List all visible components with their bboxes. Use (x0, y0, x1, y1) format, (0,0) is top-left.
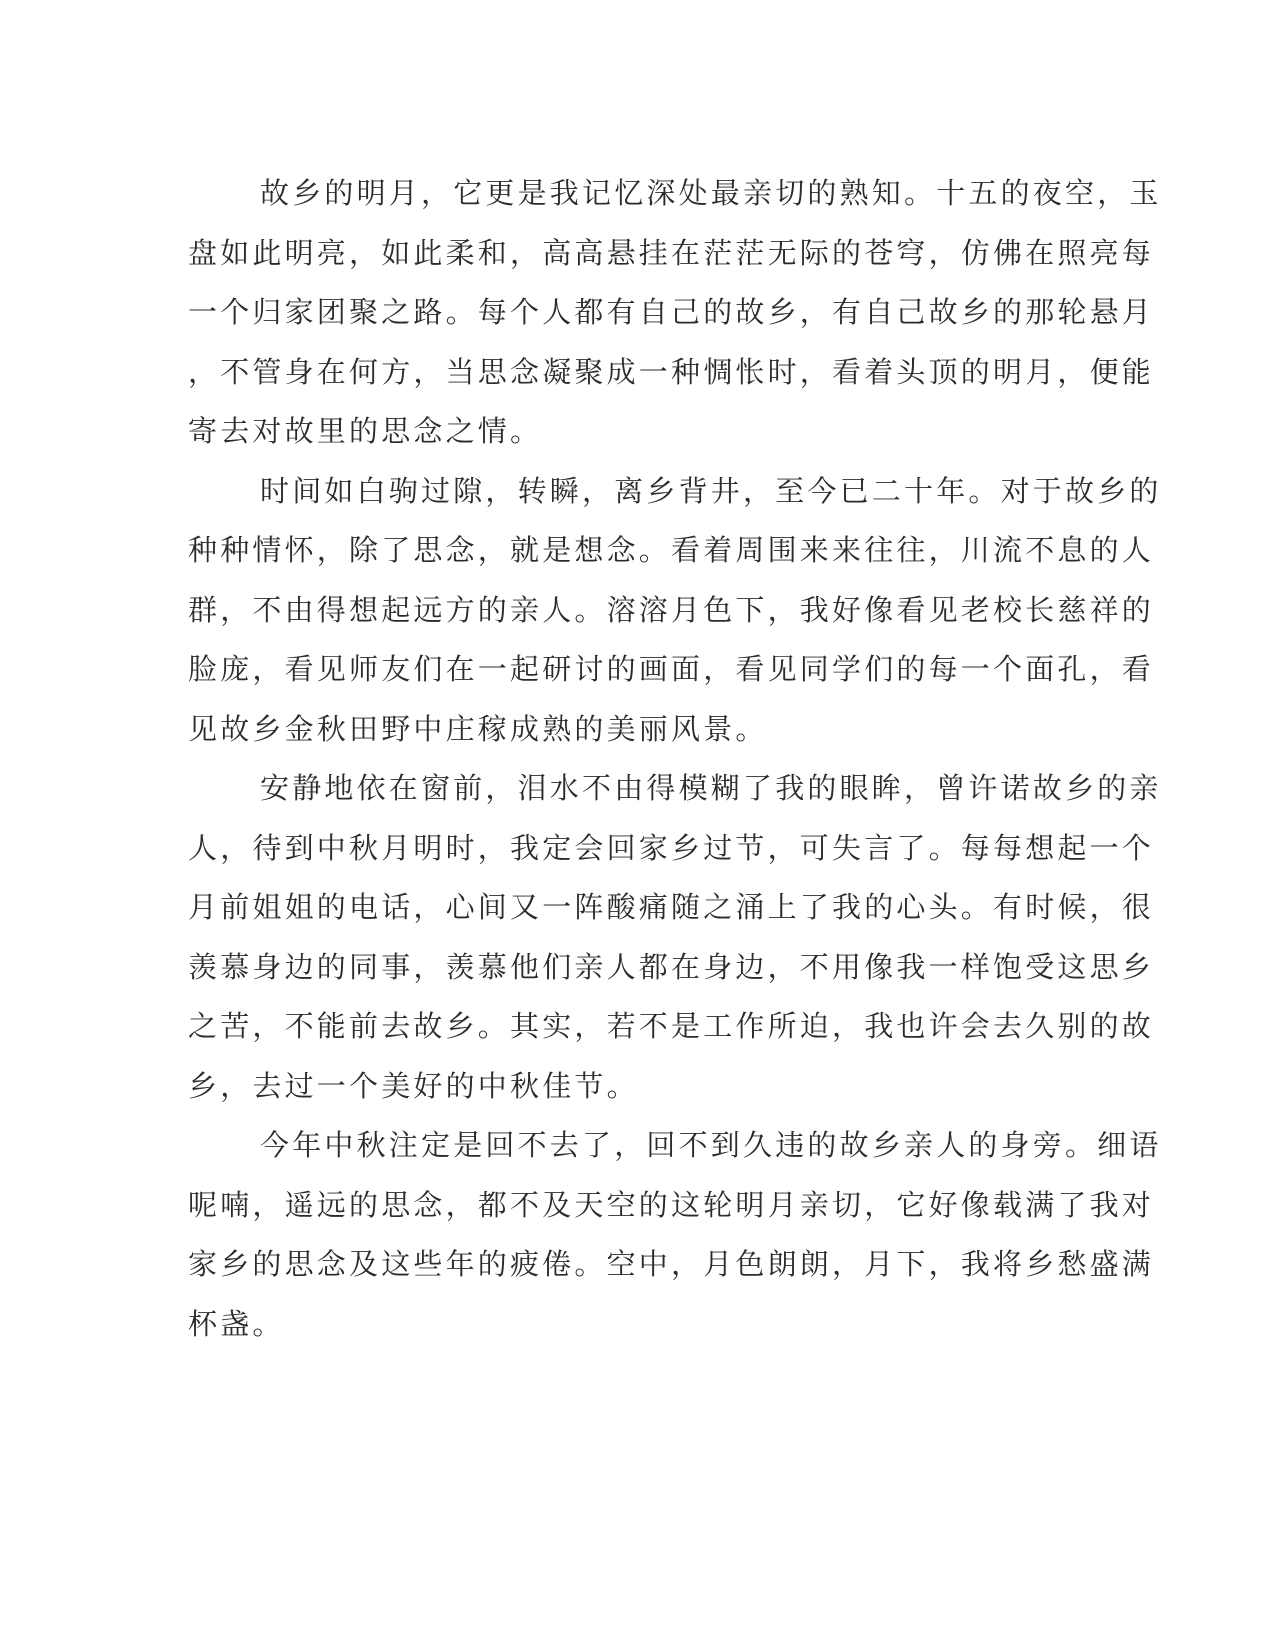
paragraph-3-line-6: 乡，去过一个美好的中秋佳节。 (188, 1068, 639, 1103)
paragraph-3-line-1: 安静地依在窗前，泪水不由得模糊了我的眼眸，曾许诺故乡的亲 (260, 771, 1162, 805)
essay-body (188, 164, 1162, 1354)
paragraph-3-line-4: 羡慕身边的同事，羡慕他们亲人都在身边，不用像我一样饱受这思乡 (188, 949, 1155, 984)
paragraph-1-line-5: 寄去对故里的思念之情。 (188, 414, 543, 448)
paragraph-1-line-4: ，不管身在何方，当思念凝聚成一种惆怅时，看着头顶的明月，便能 (188, 354, 1155, 389)
paragraph-2-line-4: 脸庞，看见师友们在一起研讨的画面，看见同学们的每一个面孔，看 (188, 652, 1155, 686)
paragraph-1-line-2: 盘如此明亮，如此柔和，高高悬挂在茫茫无际的苍穹，仿佛在照亮每 (188, 235, 1155, 270)
paragraph-4-line-3: 家乡的思念及这些年的疲倦。空中，月色朗朗，月下，我将乡愁盛满 (188, 1247, 1155, 1281)
paragraph-3-line-2: 人，待到中秋月明时，我定会回家乡过节，可失言了。每每想起一个 (188, 830, 1155, 865)
paragraph-2-line-3: 群，不由得想起远方的亲人。溶溶月色下，我好像看见老校长慈祥的 (188, 592, 1155, 627)
paragraph-3-line-5: 之苦，不能前去故乡。其实，若不是工作所迫，我也许会去久别的故 (188, 1009, 1155, 1043)
paragraph-4-line-2: 呢喃，遥远的思念，都不及天空的这轮明月亲切，它好像载满了我对 (188, 1187, 1155, 1222)
paragraph-2-line-5: 见故乡金秋田野中庄稼成熟的美丽风景。 (188, 711, 768, 746)
paragraph-2-line-2: 种种情怀，除了思念，就是想念。看着周围来来往往，川流不息的人 (188, 533, 1155, 567)
paragraph-1-line-1: 故乡的明月，它更是我记忆深处最亲切的熟知。十五的夜空，玉 (260, 176, 1162, 210)
paragraph-4-line-4: 杯盏。 (188, 1306, 285, 1341)
paragraph-2-line-1: 时间如白驹过隙，转瞬，离乡背井，至今已二十年。对于故乡的 (260, 473, 1162, 508)
paragraph-3-line-3: 月前姐姐的电话，心间又一阵酸痛随之涌上了我的心头。有时候，很 (188, 890, 1155, 924)
paragraph-4-line-1: 今年中秋注定是回不去了，回不到久违的故乡亲人的身旁。细语 (260, 1128, 1162, 1162)
paragraph-1-line-3: 一个归家团聚之路。每个人都有自己的故乡，有自己故乡的那轮悬月 (188, 295, 1155, 329)
